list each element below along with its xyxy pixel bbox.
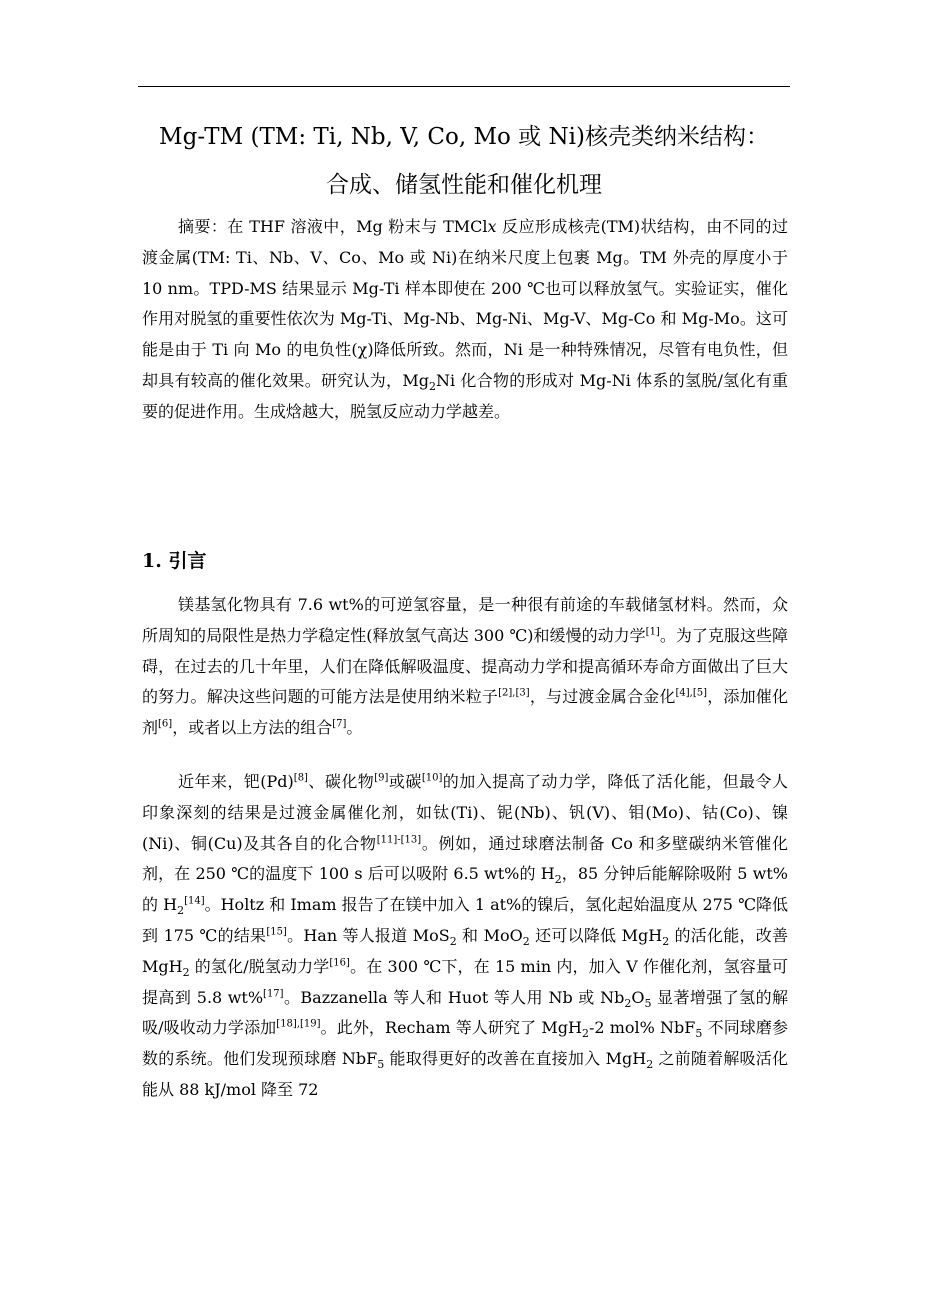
citation[interactable]: [4],[5]: [675, 688, 708, 700]
citation[interactable]: [1]: [645, 626, 660, 638]
paper-title-line-1: Mg-TM (TM: Ti, Nb, V, Co, Mo 或 Ni)核壳类纳米结构：: [159, 124, 769, 150]
citation[interactable]: [18],[19]: [276, 1019, 321, 1031]
citation[interactable]: [15]: [266, 926, 287, 938]
citation[interactable]: [10]: [421, 772, 443, 784]
paper-title-line-2: 合成、储氢性能和催化机理: [326, 172, 602, 198]
section-heading-introduction: 1. 引言: [142, 550, 207, 572]
citation[interactable]: [11]-[13]: [376, 834, 422, 846]
abstract: 摘要：在 THF 溶液中，Mg 粉末与 TMClx 反应形成核壳(TM)状结构，由不同的过渡金属(TM: Ti、Nb、V、Co、Mo 或 Ni)在纳米尺度上包裹 Mg。TM 外壳的厚度小于 10 nm。TPD-MS 结果显示 Mg-Ti 样本即使在 200 ℃也可以释放氢气。实验证实，催化作用对脱氢的重要性依次为 Mg-Ti、Mg-Nb、Mg-Ni、Mg-V、Mg-Co 和 Mg-Mo。这可能是由于 Ti 向 Mo 的电负性(χ)降低所致。然而，Ni 是一种特殊情况，尽管有电负性，但却具有较高的催化效果。研究认为，$Mg_2Ni$ 化合物的形成对 Mg-Ni 体系的氢脱/氢化有重要的促进作用。生成焓越大，脱氢反应动力学越差。: [142, 217, 788, 421]
header-rule: [138, 86, 790, 87]
citation[interactable]: [6]: [158, 718, 173, 730]
citation[interactable]: [7]: [332, 718, 347, 730]
intro-paragraph-2: 近年来，钯(Pd)[8]、碳化物[9]或碳[10]的加入提高了动力学，降低了活化能，但最令人印象深刻的结果是过渡金属催化剂，如钛(Ti)、铌(Nb)、钒(V)、钼(Mo)、钴(Co)、镍(Ni)、铜(Cu)及其各自的化合物[11]-[13]。例如，通过球磨法制备 Co 和多壁碳纳米管催化剂，在 250 ℃的温度下 100 s 后可以吸附 6.5 wt%的 $H_2$，85 分钟后能解除吸附 5 wt%的 $H_2[14]$。Holtz 和 Imam 报告了在镁中加入 1 at%的镍后，氢化起始温度从 275 ℃降低到 175 ℃的结果[15]。Han 等人报道 MoS$_2$ 和 MoO$_2$ 还可以降低 MgH$_2$ 的活化能，改善 MgH$_2$ 的氢化/脱氢动力学[16]。在 300 ℃下，在 15 min 内，加入 V 作催化剂，氢容量可提高到 5.8 wt%[17]。Bazzanella 等人和 Huot 等人用 Nb 或 $Nb_2O_5$ 显著增强了氢的解吸/吸收动力学添加[18],[19]。此外，Recham 等人研究了 MgH$_2$-2 mol% NbF$_5$ 不同球磨参数的系统。他们发现预球磨 NbF$_5$ 能取得更好的改善在直接加入 MgH$_2$ 之前随着解吸活化能从 88 kJ/mol 降至 72: [142, 772, 788, 1099]
intro-paragraph-1: 镁基氢化物具有 7.6 wt%的可逆氢容量，是一种很有前途的车载储氢材料。然而，众所周知的局限性是热力学稳定性(释放氢气高达 300 ℃)和缓慢的动力学[1]。为了克服这些障碍，在过去的几十年里，人们在降低解吸温度、提高动力学和提高循环寿命方面做出了巨大的努力。解决这些问题的可能方法是使用纳米粒子[2],[3]，与过渡金属合金化[4],[5]，添加催化剂[6]，或者以上方法的组合[7]。: [142, 595, 788, 738]
citation[interactable]: [17]: [263, 988, 284, 1000]
citation[interactable]: [9]: [374, 772, 389, 784]
citation[interactable]: [14]: [184, 895, 205, 907]
citation[interactable]: [8]: [293, 772, 308, 784]
citation[interactable]: [16]: [329, 957, 350, 969]
citation[interactable]: [2],[3]: [498, 688, 530, 700]
